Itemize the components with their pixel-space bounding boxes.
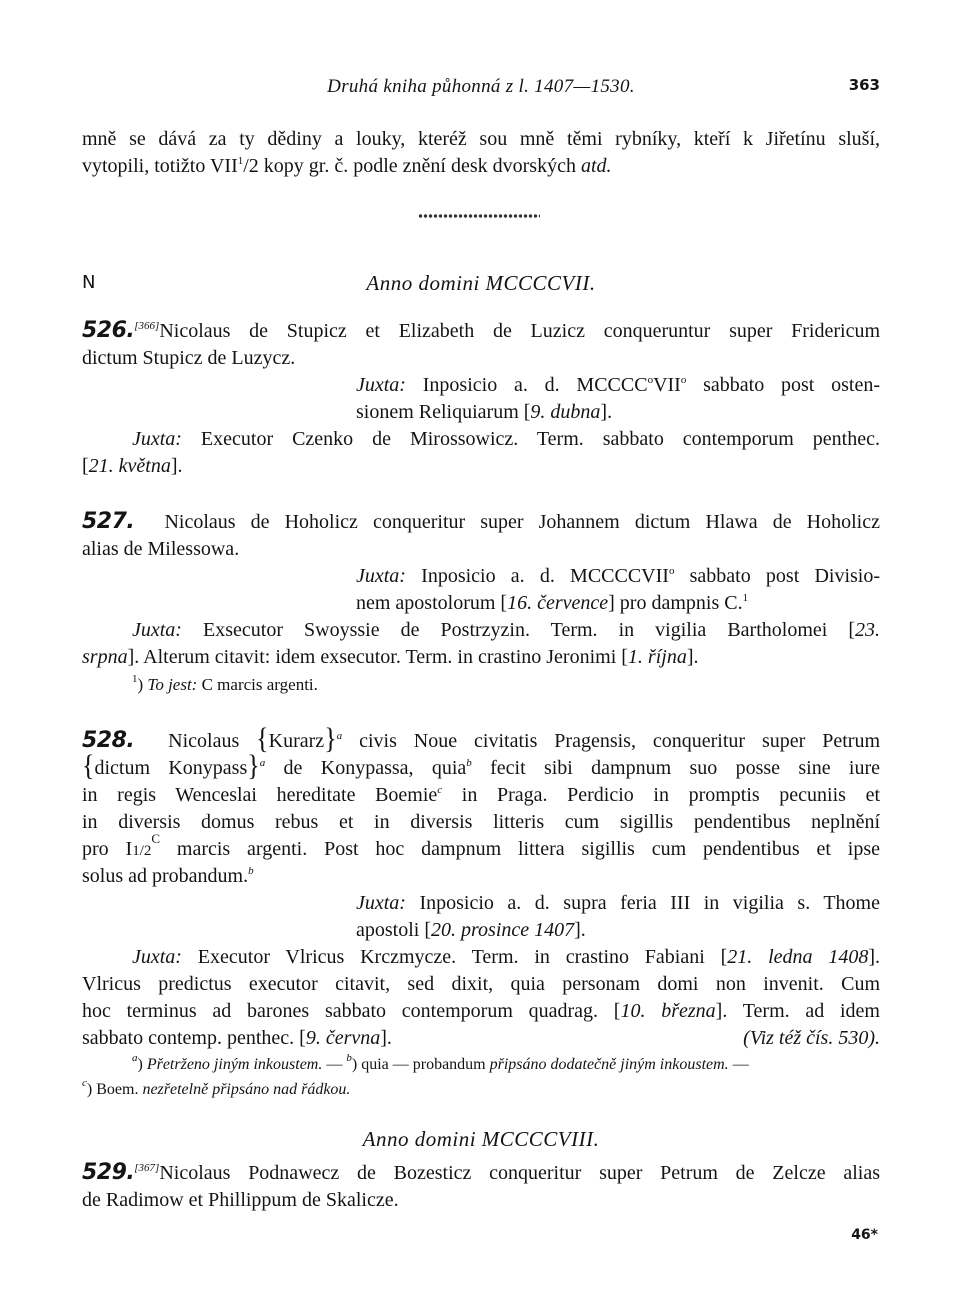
entry-528-line-6: solus ad probandum.$^b$ [82,865,254,887]
entry-number-529: 529. [82,1160,135,1185]
entry-528-juxta-2-line-4: sabbato contemp. penthec. [9. června]. [82,1027,392,1049]
entry-527-juxta-1-line-1: Juxta: Inposicio a. d. MCCCCVII$^o$ sabbato post Divisio- [356,565,880,587]
see-also-reference: (Viz též čís. 530). [743,1027,880,1049]
entry-529-line-1: 529.[367]Nicolaus Podnawecz de Bozesticz conqueritur super Petrum de Zelcze alias [82,1160,880,1185]
entry-528-line-3: in regis Wenceslai hereditate Boemie$^c$ in Praga. Perdicio in promptis pecuniis et [82,784,881,806]
footnote-528-c: $^c$) Boem. nezřetelně připsáno nad řádkou. [82,1077,351,1098]
entry-number-526: 526. [82,318,135,343]
entry-528-line-1: 528. Nicolaus {Kurarz}$^a$ civis Noue civitatis Pragensis, conqueritur super Petrum [82,721,881,756]
entry-528-line-2: {dictum Konypass}$^a$ de Konypassa, quia$^b$ fecit sibi dampnum suo posse sine iure [82,748,880,783]
entry-528-juxta-1-line-1: Juxta: Inposicio a. d. supra feria III in vigilia s. Thome [356,892,880,914]
entry-527-juxta-2-line-2: srpna]. Alterum citavit: idem exsecutor. Term. in crastino Jeronimi [1. října]. [82,646,699,668]
intro-line-1: mně se dává za ty dědiny a louky, kteréž sou mně těmi rybníky, kteří k Jiřetínu sluší, [82,128,880,150]
year-heading-1407: Anno domini MCCCCVII. [366,271,596,295]
entry-526-juxta-1-line-2: sionem Reliquiarum [9. dubna]. [356,401,613,423]
entry-526-juxta-1-line-1: Juxta: Inposicio a. d. MCCCC$^o$VII$^o$ sabbato post osten- [356,374,881,396]
margin-mark: N [82,272,96,293]
entry-527-juxta-1-line-2: nem apostolorum [16. července] pro dampnis C.$^1$ [356,592,749,614]
running-header [82,76,880,102]
printer-signature: 46* [851,1227,878,1243]
section-separator [418,212,540,220]
entry-527-line-1: 527. Nicolaus de Hoholicz conqueritur super Johannem dictum Hlawa de Hoholicz [82,509,880,534]
entry-526-juxta-2-line-2: [21. května]. [82,455,183,477]
year-heading-1408: Anno domini MCCCCVIII. [362,1127,600,1151]
entry-528-juxta-2-line-3: hoc terminus ad barones sabbato contemporum quadrag. [10. března]. Term. ad idem [82,1000,880,1022]
entry-528-juxta-2-line-2: Vlricus predictus executor citavit, sed dixit, quia personam domi non invenit. Cum [82,973,880,995]
entry-number-528: 528. [82,728,135,753]
entry-527-juxta-2-line-1: Juxta: Exsecutor Swoyssie de Postrzyzin. Term. in vigilia Bartholomei [23. [132,619,880,641]
entry-529-line-2: de Radimow et Phillippum de Skalicze. [82,1189,399,1211]
entry-528-line-4: in diversis domus rebus et in diversis litteris cum sigillis pendentibus neplnění [82,811,880,833]
entry-528-juxta-2-line-1: Juxta: Executor Vlricus Krczmycze. Term. in crastino Fabiani [21. ledna 1408]. [132,946,880,968]
entry-528-line-5: pro $I1/2^C$ marcis argenti. Post hoc dampnum littera sigillis cum pendentibus et ipse [82,831,881,860]
entry-527-line-2: alias de Milessowa. [82,538,240,560]
entry-526-line-2: dictum Stupicz de Luzycz. [82,347,296,369]
footnote-528-ab: $^a$) Přetrženo jiným inkoustem. — $^b$) quia — probandum připsáno dodatečně jiným inkoustem. — [132,1052,749,1073]
entry-number-527: 527. [82,509,135,534]
running-title: Druhá kniha půhonná z l. 1407—1530. [327,76,635,97]
intro-line-2: vytopili, totižto VII$^1$/2 kopy gr. č. podle znění desk dvorských atd. [82,155,612,177]
entry-526-juxta-2-line-1: Juxta: Executor Czenko de Mirossowicz. Term. sabbato contemporum penthec. [132,428,880,450]
entry-526-line-1: 526.[366]Nicolaus de Stupicz et Elizabeth de Luzicz conqueruntur super Fridericum [82,318,880,343]
entry-528-juxta-1-line-2: apostoli [20. prosince 1407]. [356,919,586,941]
page-number: 363 [848,76,880,94]
footnote-527: $^1$) To jest: C marcis argenti. [132,673,318,694]
